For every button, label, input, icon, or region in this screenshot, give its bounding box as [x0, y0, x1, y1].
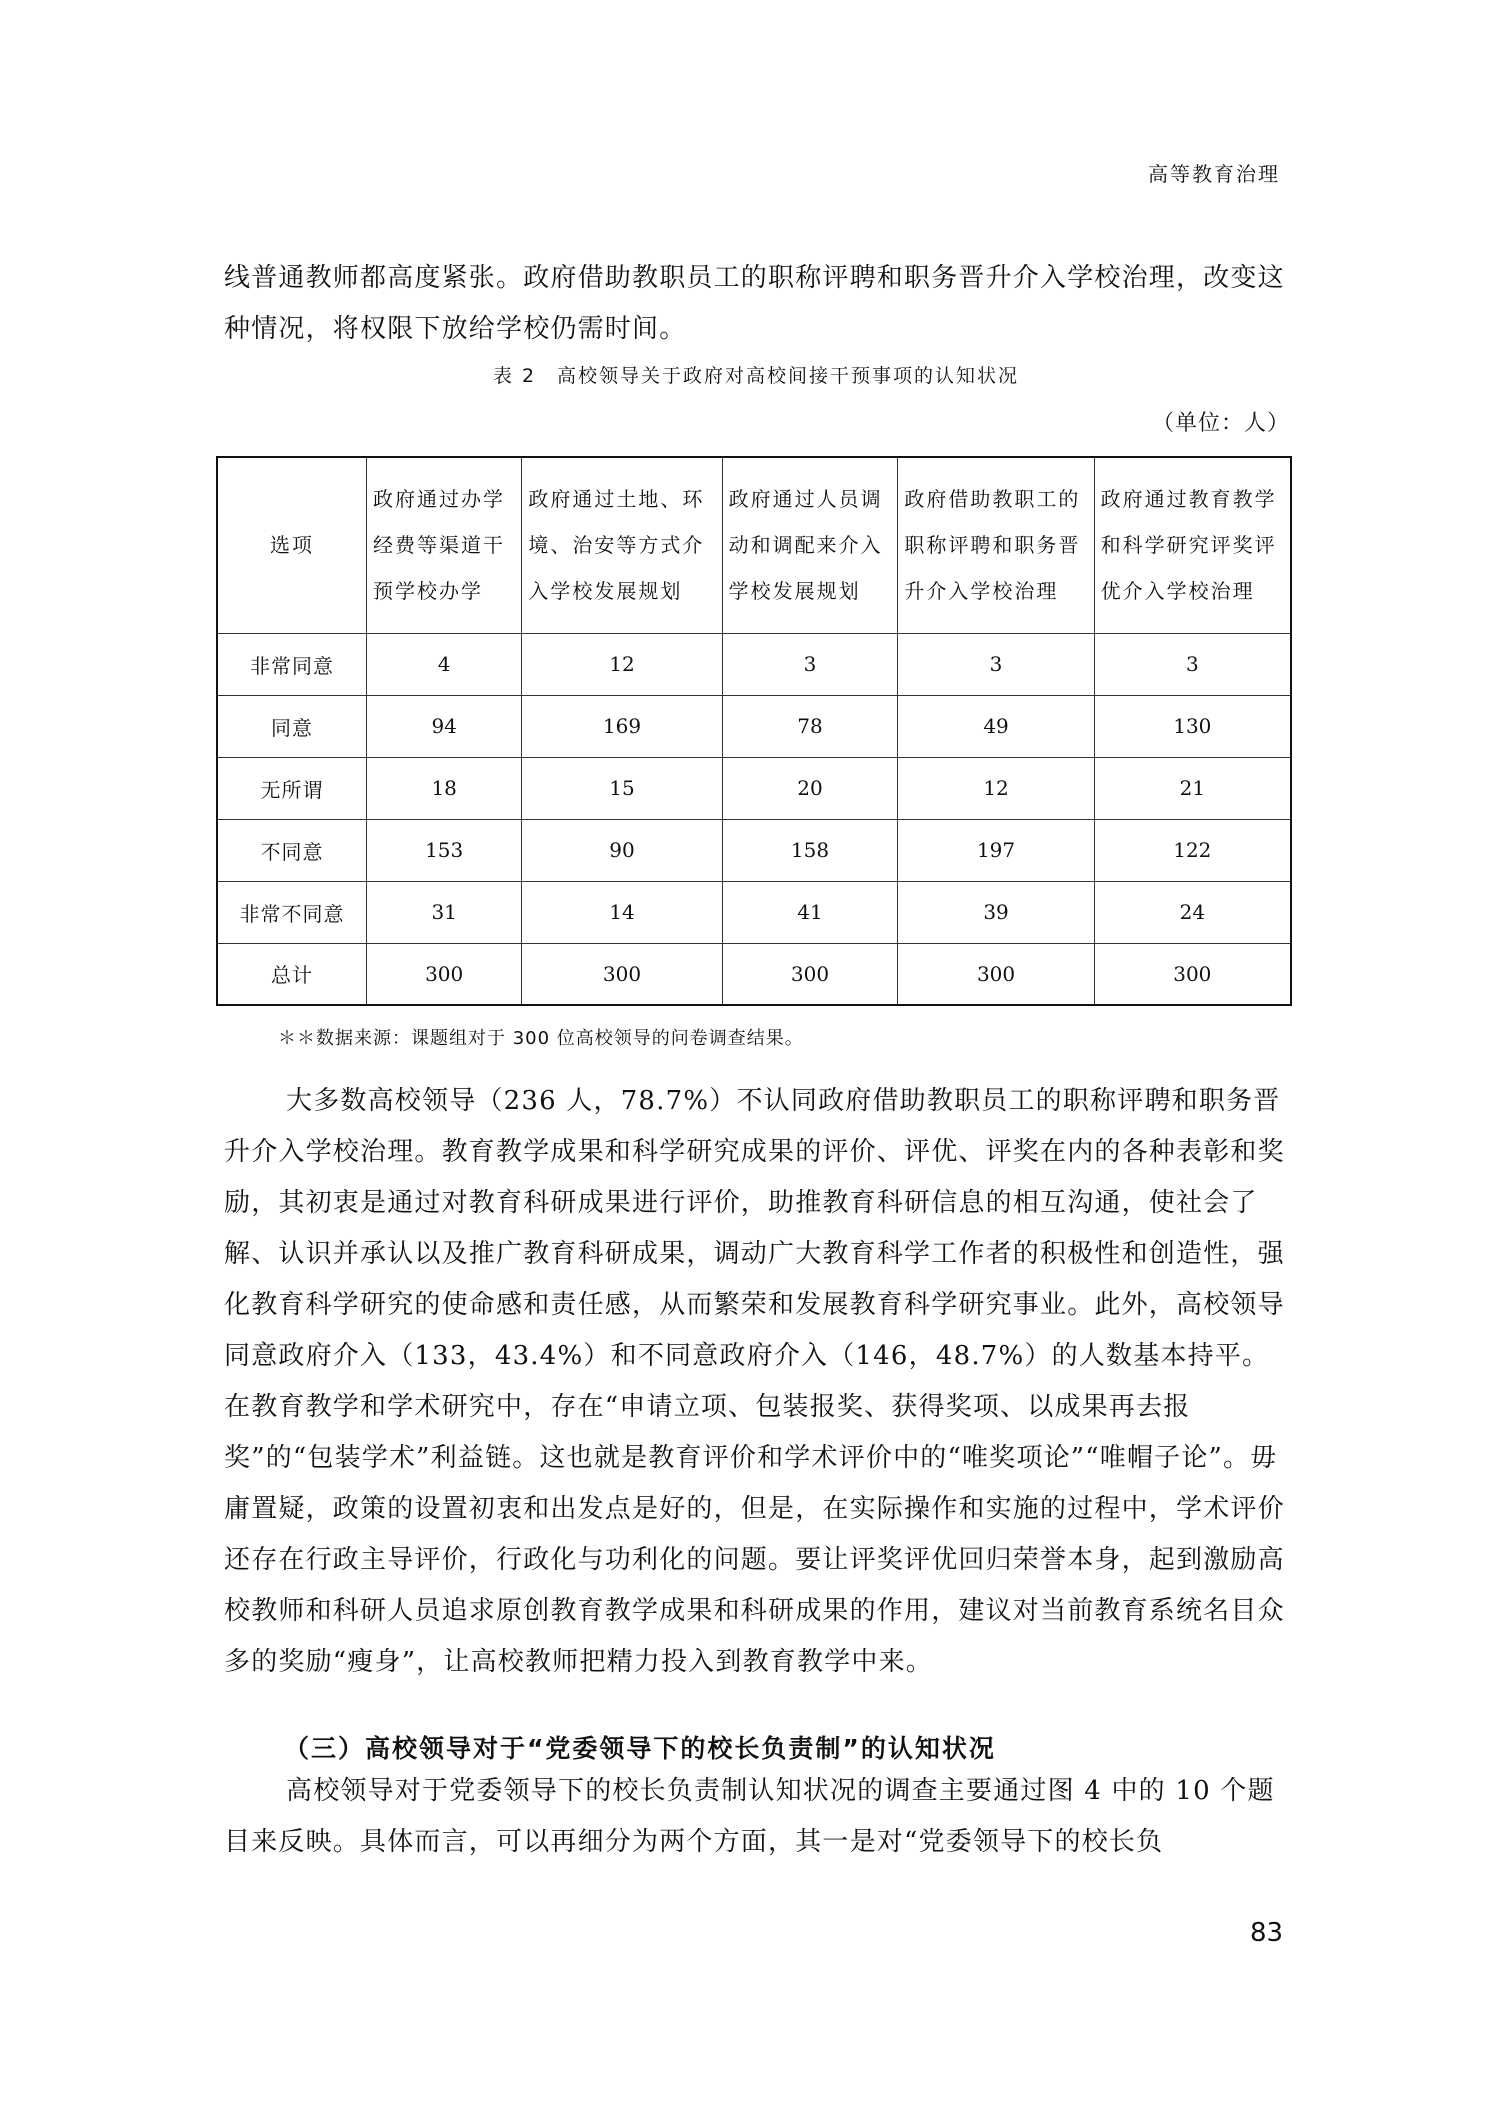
- table-caption: 表 2 高校领导关于政府对高校间接干预事项的认知状况: [492, 365, 1020, 387]
- table-cell: 24: [1094, 881, 1291, 943]
- column-header: 政府通过人员调动和调配来介入学校发展规划: [722, 457, 898, 633]
- table-source-note: ＊＊数据来源：课题组对于 300 位高校领导的问卷调查结果。: [278, 1028, 804, 1049]
- table-unit: （单位：人）: [1151, 411, 1290, 436]
- table-cell: 130: [1094, 695, 1291, 757]
- table-cell: 122: [1094, 819, 1291, 881]
- table-cell: 3: [722, 633, 898, 695]
- column-header: 政府通过土地、环境、治安等方式介入学校发展规划: [522, 457, 722, 633]
- row-label: 同意: [217, 695, 367, 757]
- column-header: 政府通过办学经费等渠道干预学校办学: [367, 457, 522, 633]
- table-row: [217, 757, 1291, 819]
- table-cell: 300: [1094, 943, 1291, 1005]
- table-cell: 169: [522, 695, 722, 757]
- table-cell: 300: [367, 943, 522, 1005]
- table-cell: 12: [522, 633, 722, 695]
- table-cell: 49: [898, 695, 1094, 757]
- table-header-row: [217, 457, 1291, 633]
- table-cell: 4: [367, 633, 522, 695]
- table-cell: 3: [898, 633, 1094, 695]
- table-cell: 300: [722, 943, 898, 1005]
- table-row: [217, 943, 1291, 1005]
- paragraph-intro: 线普通教师都高度紧张。政府借助教职员工的职称评聘和职务晋升介入学校治理，改变这种情况，将权限下放给学校仍需时间。: [224, 263, 1285, 344]
- table-row: [217, 695, 1291, 757]
- row-label: 非常同意: [217, 633, 367, 695]
- table-cell: 153: [367, 819, 522, 881]
- table-cell: 15: [522, 757, 722, 819]
- table-cell: 20: [722, 757, 898, 819]
- table-row: [217, 819, 1291, 881]
- table-cell: 300: [898, 943, 1094, 1005]
- table-cell: 21: [1094, 757, 1291, 819]
- section-heading: （三）高校领导对于“党委领导下的校长负责制”的认知状况: [284, 1734, 996, 1763]
- table-cell: 90: [522, 819, 722, 881]
- table-cell: 94: [367, 695, 522, 757]
- table-cell: 39: [898, 881, 1094, 943]
- table-cell: 3: [1094, 633, 1291, 695]
- option-header: 选项: [217, 457, 367, 633]
- table-cell: 197: [898, 819, 1094, 881]
- table-row: [217, 633, 1291, 695]
- table-cell: 78: [722, 695, 898, 757]
- table-cell: 300: [522, 943, 722, 1005]
- data-table: [216, 456, 1292, 1006]
- row-label: 不同意: [217, 819, 367, 881]
- paragraph-section: 高校领导对于党委领导下的校长负责制认知状况的调查主要通过图 4 中的 10 个题目来反映。具体而言，可以再细分为两个方面，其一是对“党委领导下的校长负: [224, 1776, 1275, 1857]
- table-cell: 12: [898, 757, 1094, 819]
- running-header: 高等教育治理: [1148, 162, 1280, 186]
- column-header: 政府通过教育教学和科学研究评奖评优介入学校治理: [1094, 457, 1291, 633]
- table-row: [217, 881, 1291, 943]
- paragraph-body: 大多数高校领导（236 人，78.7%）不认同政府借助教职员工的职称评聘和职务晋升介入学校治理。教育教学成果和科学研究成果的评价、评优、评奖在内的各种表彰和奖励，其初衷是通过对教育科研成果进行评价，助推教育科研信息的相互沟通，使社会了解、认识并承认以及推广教育科研成果，调动广大教育科学工作者的积极性和创造性，强化教育科学研究的使命感和责任感，从而繁荣和发展教育科学研究事业。此外，高校领导同意政府介入（133，43.4%）和不同意政府介入（146，48.7%）的人数基本持平。在教育教学和学术研究中，存在“申请立项、包装报奖、获得奖项、以成果再去报奖”的“包装学术”利益链。这也就是教育评价和学术评价中的“唯奖项论”“唯帽子论”。毋庸置疑，政策的设置初衷和出发点是好的，但是，在实际操作和实施的过程中，学术评价还存在行政主导评价，行政化与功利化的问题。要让评奖评优回归荣誉本身，起到激励高校教师和科研人员追求原创教育教学成果和科研成果的作用，建议对当前教育系统名目众多的奖励“瘦身”，让高校教师把精力投入到教育教学中来。: [224, 1086, 1285, 1677]
- table-cell: 18: [367, 757, 522, 819]
- table-cell: 158: [722, 819, 898, 881]
- row-label: 无所谓: [217, 757, 367, 819]
- page-number: 83: [1250, 1918, 1284, 1948]
- row-label: 总计: [217, 943, 367, 1005]
- column-header: 政府借助教职工的职称评聘和职务晋升介入学校治理: [898, 457, 1094, 633]
- table-cell: 14: [522, 881, 722, 943]
- row-label: 非常不同意: [217, 881, 367, 943]
- table-cell: 31: [367, 881, 522, 943]
- table-cell: 41: [722, 881, 898, 943]
